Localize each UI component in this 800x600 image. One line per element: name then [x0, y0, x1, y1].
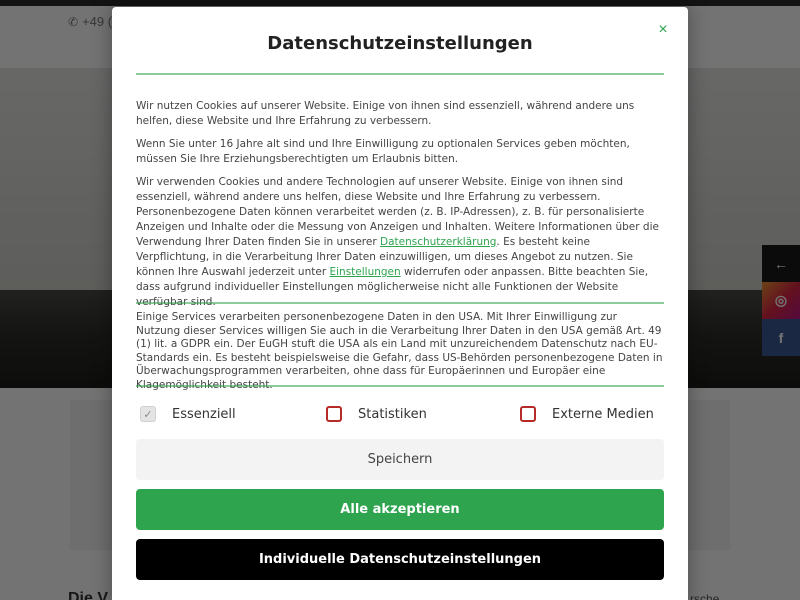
checkbox-label: Externe Medien	[552, 406, 654, 422]
intro-text: Wir nutzen Cookies auf unserer Website. Einige von ihnen sind essenziell, während andere uns helfen, diese Website und Ihre Erfahrung zu verbessern.	[136, 100, 635, 127]
checkbox-essential[interactable]	[140, 402, 236, 426]
checkbox-box[interactable]	[520, 406, 536, 422]
privacy-policy-link[interactable]: Datenschutzerklärung	[379, 236, 497, 248]
settings-link[interactable]: Einstellungen	[329, 266, 401, 278]
usa-notice-text: Einige Services verarbeiten personenbezogene Daten in den USA. Mit Ihrer Einwilligung zur Nutzung dieser Services willigen Sie auch in die Verarbeitung Ihrer Daten in den USA gemäß Art. 49 (1) lit. a GDPR ein. Der EuGH stuft die USA als ein Land mit unzureichendem Datenschutz nach EU-Standards ein. Es besteht beispielsweise die Gefahr, dass US-Behörden personenbezogene Daten in Überwachungsprogrammen verarbeiten, ohne dass für Europäerinnen und Europäer eine	[136, 311, 663, 377]
divider	[136, 73, 664, 75]
divider	[136, 385, 664, 387]
details-text-part3: widerrufen oder anpassen. Bitte beachten Sie, dass aufgrund individueller Einstellungen möglicherweise nicht alle Funktionen der Website	[136, 266, 649, 293]
privacy-settings-dialog	[112, 7, 688, 600]
checkmark-icon: ✓	[140, 406, 156, 422]
individual-settings-button[interactable]: Individuelle Datenschutzeinstellungen	[136, 539, 664, 580]
details-text-part2: . Es besteht keine Verpflichtung, in die Verarbeitung Ihrer Daten einzuwilligen, um dieses Angebot zu nutzen. Sie können Ihre Auswahl jederzeit unter	[136, 236, 633, 278]
checkbox-label: Statistiken	[358, 406, 427, 422]
details-text-part1: Wir verwenden Cookies und andere Technologien auf unserer Website. Einige von ihnen sind essenziell, während andere uns helfen, diese Website und Ihre Erfahrung zu verbessern. Personenbezogene Daten können verarbeitet werden (z. B. IP-Adressen), z. B. für personalisierte Anzeigen und Inhalte oder die Messung von Anzeigen und Inhalten. Weitere Informationen über die Verwendung Ihrer Daten finden Sie in unserer	[136, 176, 659, 248]
dialog-title: Datenschutzeinstellungen	[267, 33, 533, 54]
checkbox-box[interactable]	[326, 406, 342, 422]
consent-checkbox-group	[136, 402, 664, 426]
age-notice-text: Wenn Sie unter 16 Jahre alt sind und Ihre Einwilligung zu optionalen Services geben möchten, müssen Sie Ihre Erziehungsberechtigten um Erlaubnis bitten.	[136, 138, 630, 165]
close-icon[interactable]: ×	[658, 21, 668, 38]
checkbox-label: Essenziell	[172, 406, 236, 422]
save-button[interactable]: Speichern	[136, 439, 664, 480]
accept-all-button[interactable]: Alle akzeptieren	[136, 489, 664, 530]
details-text	[136, 175, 664, 310]
checkbox-statistics[interactable]	[326, 402, 427, 426]
divider	[136, 302, 664, 304]
checkbox-external-media[interactable]	[520, 402, 654, 426]
